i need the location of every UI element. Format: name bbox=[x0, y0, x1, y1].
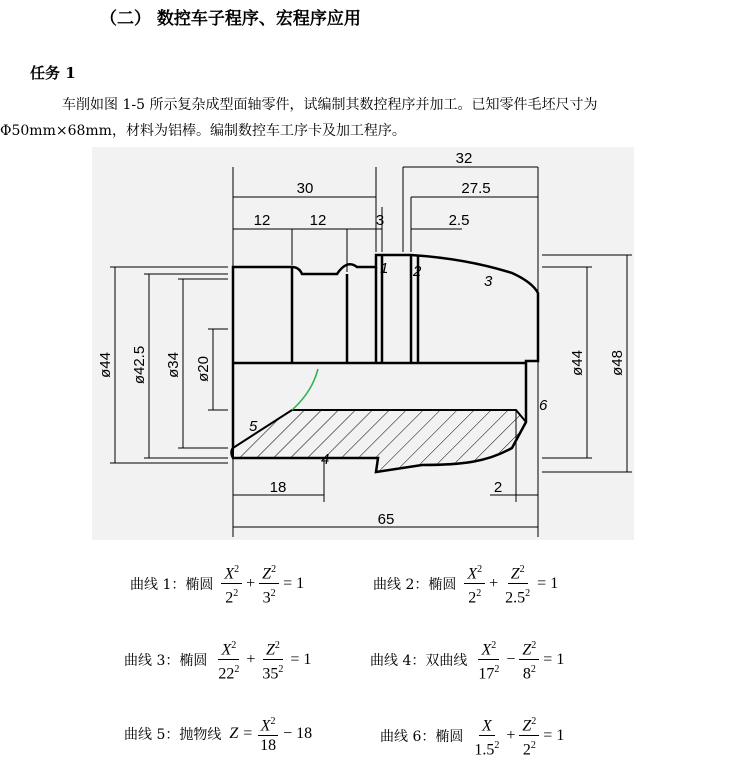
description-line-2: Φ50mm×68mm，材料为铝棒。编制数控车工序卡及加工程序。 bbox=[0, 123, 406, 139]
dim-phi20: ø20 bbox=[195, 356, 212, 382]
curve-label-3: 3 bbox=[484, 273, 493, 290]
dim-65: 65 bbox=[377, 511, 395, 528]
dim-3: 3 bbox=[375, 212, 385, 229]
dim-27-5: 27.5 bbox=[461, 180, 491, 197]
curve-2-equation: 曲线 2：椭圆 $\frac{X^2}{2^2}$ + $\frac{Z^2}{2.5^2}$ = 1 bbox=[373, 560, 560, 608]
dim-18: 18 bbox=[269, 479, 287, 496]
dim-phi48: ø48 bbox=[609, 350, 626, 376]
task-title: 任务 1 bbox=[30, 64, 76, 82]
curve-3-equation: 曲线 3：椭圆 $\frac{X^2}{22^2}$ + $\frac{Z^2}{35^2}$ = 1 bbox=[124, 636, 313, 684]
drawing-background bbox=[92, 147, 634, 540]
curve-5-equation: 曲线 5：抛物线 Z = $\frac{X^2}{18}$ − 18 bbox=[124, 712, 314, 755]
curve-label-6: 6 bbox=[539, 397, 548, 414]
dim-2-5: 2.5 bbox=[448, 212, 470, 229]
curve-1-equation: 曲线 1：椭圆 $\frac{X^2}{2^2}$ + $\frac{Z^2}{3^2}$ = 1 bbox=[130, 560, 306, 608]
curve-label-5: 5 bbox=[249, 418, 258, 435]
dim-phi34: ø34 bbox=[165, 352, 182, 378]
task-description bbox=[0, 92, 729, 144]
dim-phi44-left: ø44 bbox=[97, 352, 114, 378]
curve-label-2: 2 bbox=[413, 263, 422, 280]
dim-12-left: 12 bbox=[253, 212, 271, 229]
curve-6-equation: 曲线 6：椭圆 $\frac{X}{1.5^2}$ + $\frac{Z^2}{2^2}$ = 1 bbox=[380, 712, 566, 760]
section-heading: （二） 数控车子程序、宏程序应用 bbox=[100, 9, 361, 29]
curve-label-1: 1 bbox=[380, 260, 389, 277]
dim-phi44-right: ø44 bbox=[569, 350, 586, 376]
dim-2: 2 bbox=[493, 479, 503, 496]
part-drawing bbox=[92, 147, 634, 540]
curve-label-4: 4 bbox=[321, 451, 330, 468]
curve-4-equation: 曲线 4：双曲线 $\frac{X^2}{17^2}$ − $\frac{Z^2}{8^2}$ = 1 bbox=[370, 636, 566, 684]
dim-12-right: 12 bbox=[309, 212, 327, 229]
description-line-1: 车削如图 1-5 所示复杂成型面轴零件，试编制其数控程序并加工。已知零件毛坯尺寸为 bbox=[62, 97, 598, 113]
dim-phi42-5: ø42.5 bbox=[131, 345, 148, 385]
dim-32: 32 bbox=[455, 150, 473, 167]
dim-30: 30 bbox=[296, 180, 314, 197]
